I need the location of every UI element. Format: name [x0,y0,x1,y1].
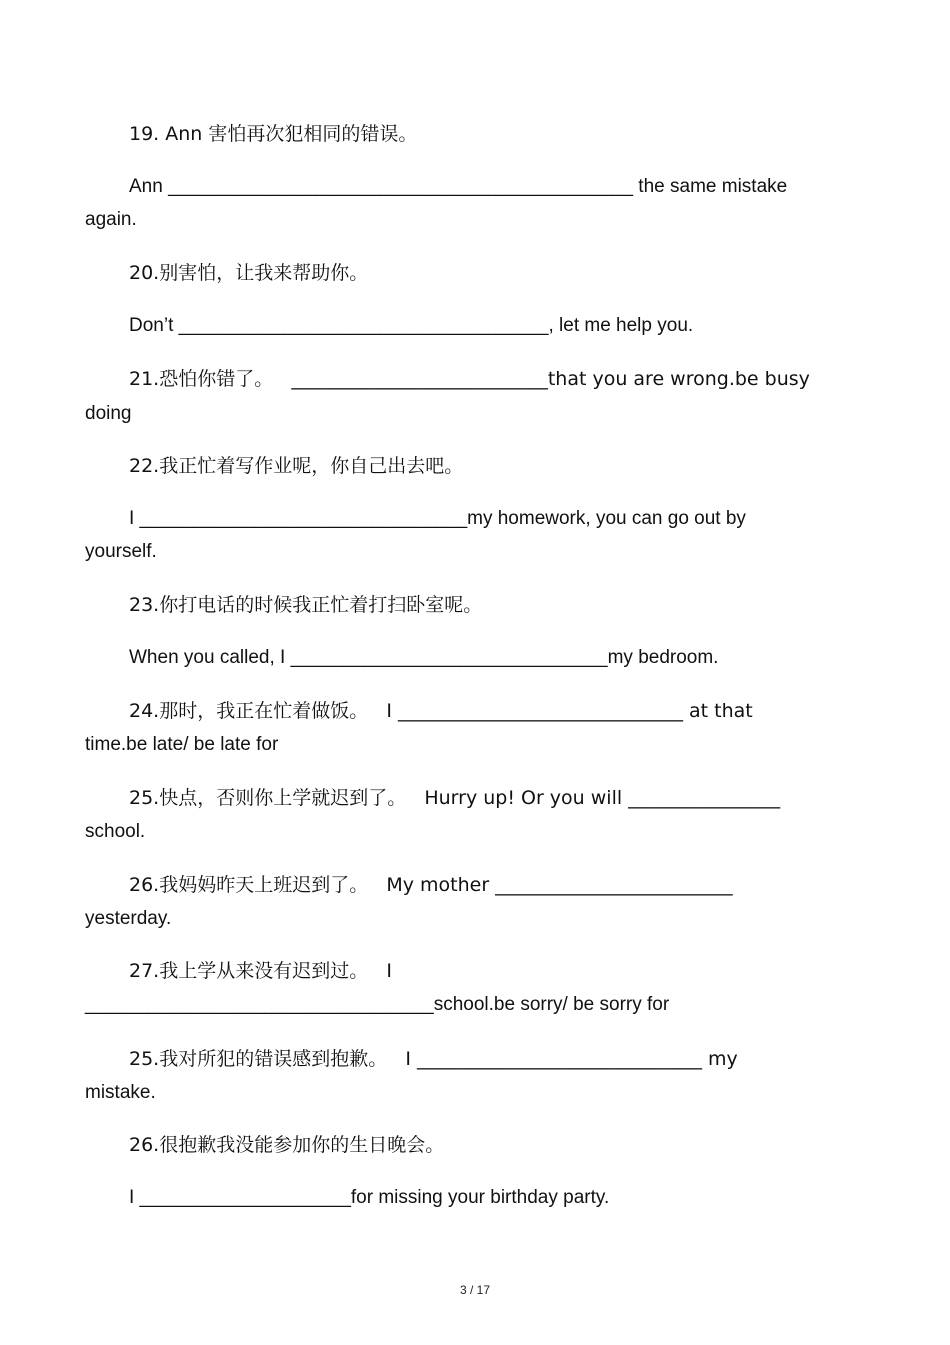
item-26-continuation: yesterday. [85,908,172,929]
item-19-prompt: 19. Ann 害怕再次犯相同的错误。 [129,123,418,145]
item-20-answer-line: Don’t ___________________________________, let me help you. [129,315,694,336]
item-25-continuation: school. [85,821,146,842]
item-24-prompt: 24.那时，我正在忙着做饭。 I ______________________________ at that [129,700,753,722]
item-20-prompt: 20.别害怕，让我来帮助你。 [129,262,369,284]
item-22-answer-line: I _______________________________my homework, you can go out by [129,508,746,529]
item-26b-answer-line: I ____________________for missing your birthday party. [129,1187,610,1208]
item-22-answer-continuation: yourself. [85,541,157,562]
item-25b-continuation: mistake. [85,1082,156,1103]
item-26-prompt: 26.我妈妈昨天上班迟到了。 My mother _________________________ [129,874,733,896]
page-number: 3 / 17 [459,1283,491,1297]
item-27-continuation: _________________________________school.be sorry/ be sorry for [85,994,670,1015]
item-25b-prompt: 25.我对所犯的错误感到抱歉。 I ______________________________ my [129,1048,738,1070]
item-23-answer-line: When you called, I ______________________________my bedroom. [129,647,719,668]
item-23-prompt: 23.你打电话的时候我正忙着打扫卧室呢。 [129,594,483,616]
item-22-prompt: 22.我正忙着写作业呢，你自己出去吧。 [129,455,464,477]
item-19-answer-line: Ann ____________________________________________ the same mistake [129,176,788,197]
item-19-answer-continuation: again. [85,209,137,230]
item-27-prompt: 27.我上学从来没有迟到过。 I [129,960,392,982]
item-21-continuation: doing [85,403,132,424]
item-24-continuation: time.be late/ be late for [85,734,279,755]
item-25-prompt: 25.快点，否则你上学就迟到了。 Hurry up! Or you will ________________ [129,787,781,809]
item-21-prompt: 21.恐怕你错了。 ___________________________that you are wrong.be busy [129,368,810,390]
item-26b-prompt: 26.很抱歉我没能参加你的生日晚会。 [129,1134,445,1156]
